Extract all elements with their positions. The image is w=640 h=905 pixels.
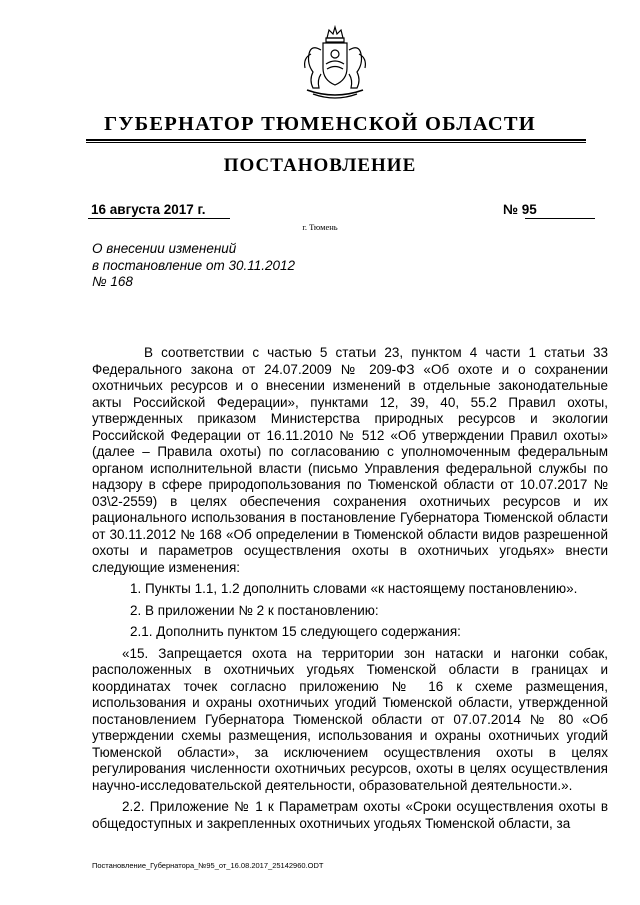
- number-underline: [525, 218, 595, 219]
- subject-line: № 168: [92, 274, 133, 289]
- issuer-title: ГУБЕРНАТОР ТЮМЕНСКОЙ ОБЛАСТИ: [104, 113, 536, 135]
- document-number: № 95: [503, 202, 537, 217]
- document-date: 16 августа 2017 г.: [91, 202, 206, 217]
- coat-of-arms-emblem: [293, 24, 377, 104]
- document-subject: [92, 241, 295, 291]
- header-rule-thin: [86, 142, 586, 143]
- document-body: [92, 345, 608, 837]
- file-name-footer: Постановление_Губернатора_№95_от_16.08.2017_25142960.ODT: [92, 861, 324, 870]
- item-paragraph: 2.2. Приложение № 1 к Параметрам охоты «Сроки осуществления охоты в общедоступных и закрепленных охотничьих угодьях Тюменской области, за: [92, 799, 608, 831]
- subject-line: О внесении изменений: [92, 241, 237, 256]
- document-type-title: ПОСТАНОВЛЕНИЕ: [223, 155, 417, 176]
- item-paragraph: 2. В приложении № 2 к постановлению:: [130, 602, 379, 618]
- header-rule: [86, 139, 586, 141]
- item-paragraph: 1. Пункты 1.1, 1.2 дополнить словами «к настоящему постановлению».: [130, 581, 578, 596]
- item-paragraph: 2.1. Дополнить пунктом 15 следующего содержания:: [130, 624, 461, 639]
- date-underline: [88, 218, 230, 219]
- city-label: г. Тюмень: [302, 222, 338, 232]
- subject-line: в постановление от 30.11.2012: [92, 257, 296, 273]
- preamble-paragraph: В соответствии с частью 5 статьи 23, пунктом 4 части 1 статьи 33 Федерального закона от 24.07.2009 № 209-ФЗ «Об охоте и о сохранении охотничьих ресурсов и о внесении изменений в отдельные законодательные акты Российской Федерации», пунктами 12, 39, 40, 55.2 Правил охоты, утвержденных приказом Министерства природных ресурсов и экологии Российской Федерации от 16.11.2010 № 512 «Об утверждении Правил охоты» (далее – Правила охоты) по согласованию с уполномоченным федеральным органом исполнительной власти (письмо Управления федеральной службы по надзору в сфере природопользования по Тюменской области от 10.07.2017 № 03\2-2559) в целях обеспечения сохранения охотничьих ресурсов и их рационального использования в постановление Губернатора Тюменской области от 30.11.2012 № 168 «Об определении в Тюменской области видов разрешенной охоты и параметров осуществления охоты в охотничьих угодьях» внести следующие изменения:: [92, 345, 608, 575]
- quoted-paragraph: «15. Запрещается охота на территории зон натаски и нагонки собак, расположенных в охотничьих угодьях Тюменской области в границах и координатах точек согласно приложению № 16 к схеме размещения, использования и охраны охотничьих угодий Тюменской области, утвержденной постановлением Губернатора Тюменской области от 07.07.2014 № 80 «Об утверждении схемы размещения, использования и охраны охотничьих угодий Тюменской области», за исключением осуществления охоты в целях регулирования численности охотничьих ресурсов, охоты в целях осуществления научно-исследовательской деятельности, образовательной деятельности.».: [92, 645, 608, 793]
